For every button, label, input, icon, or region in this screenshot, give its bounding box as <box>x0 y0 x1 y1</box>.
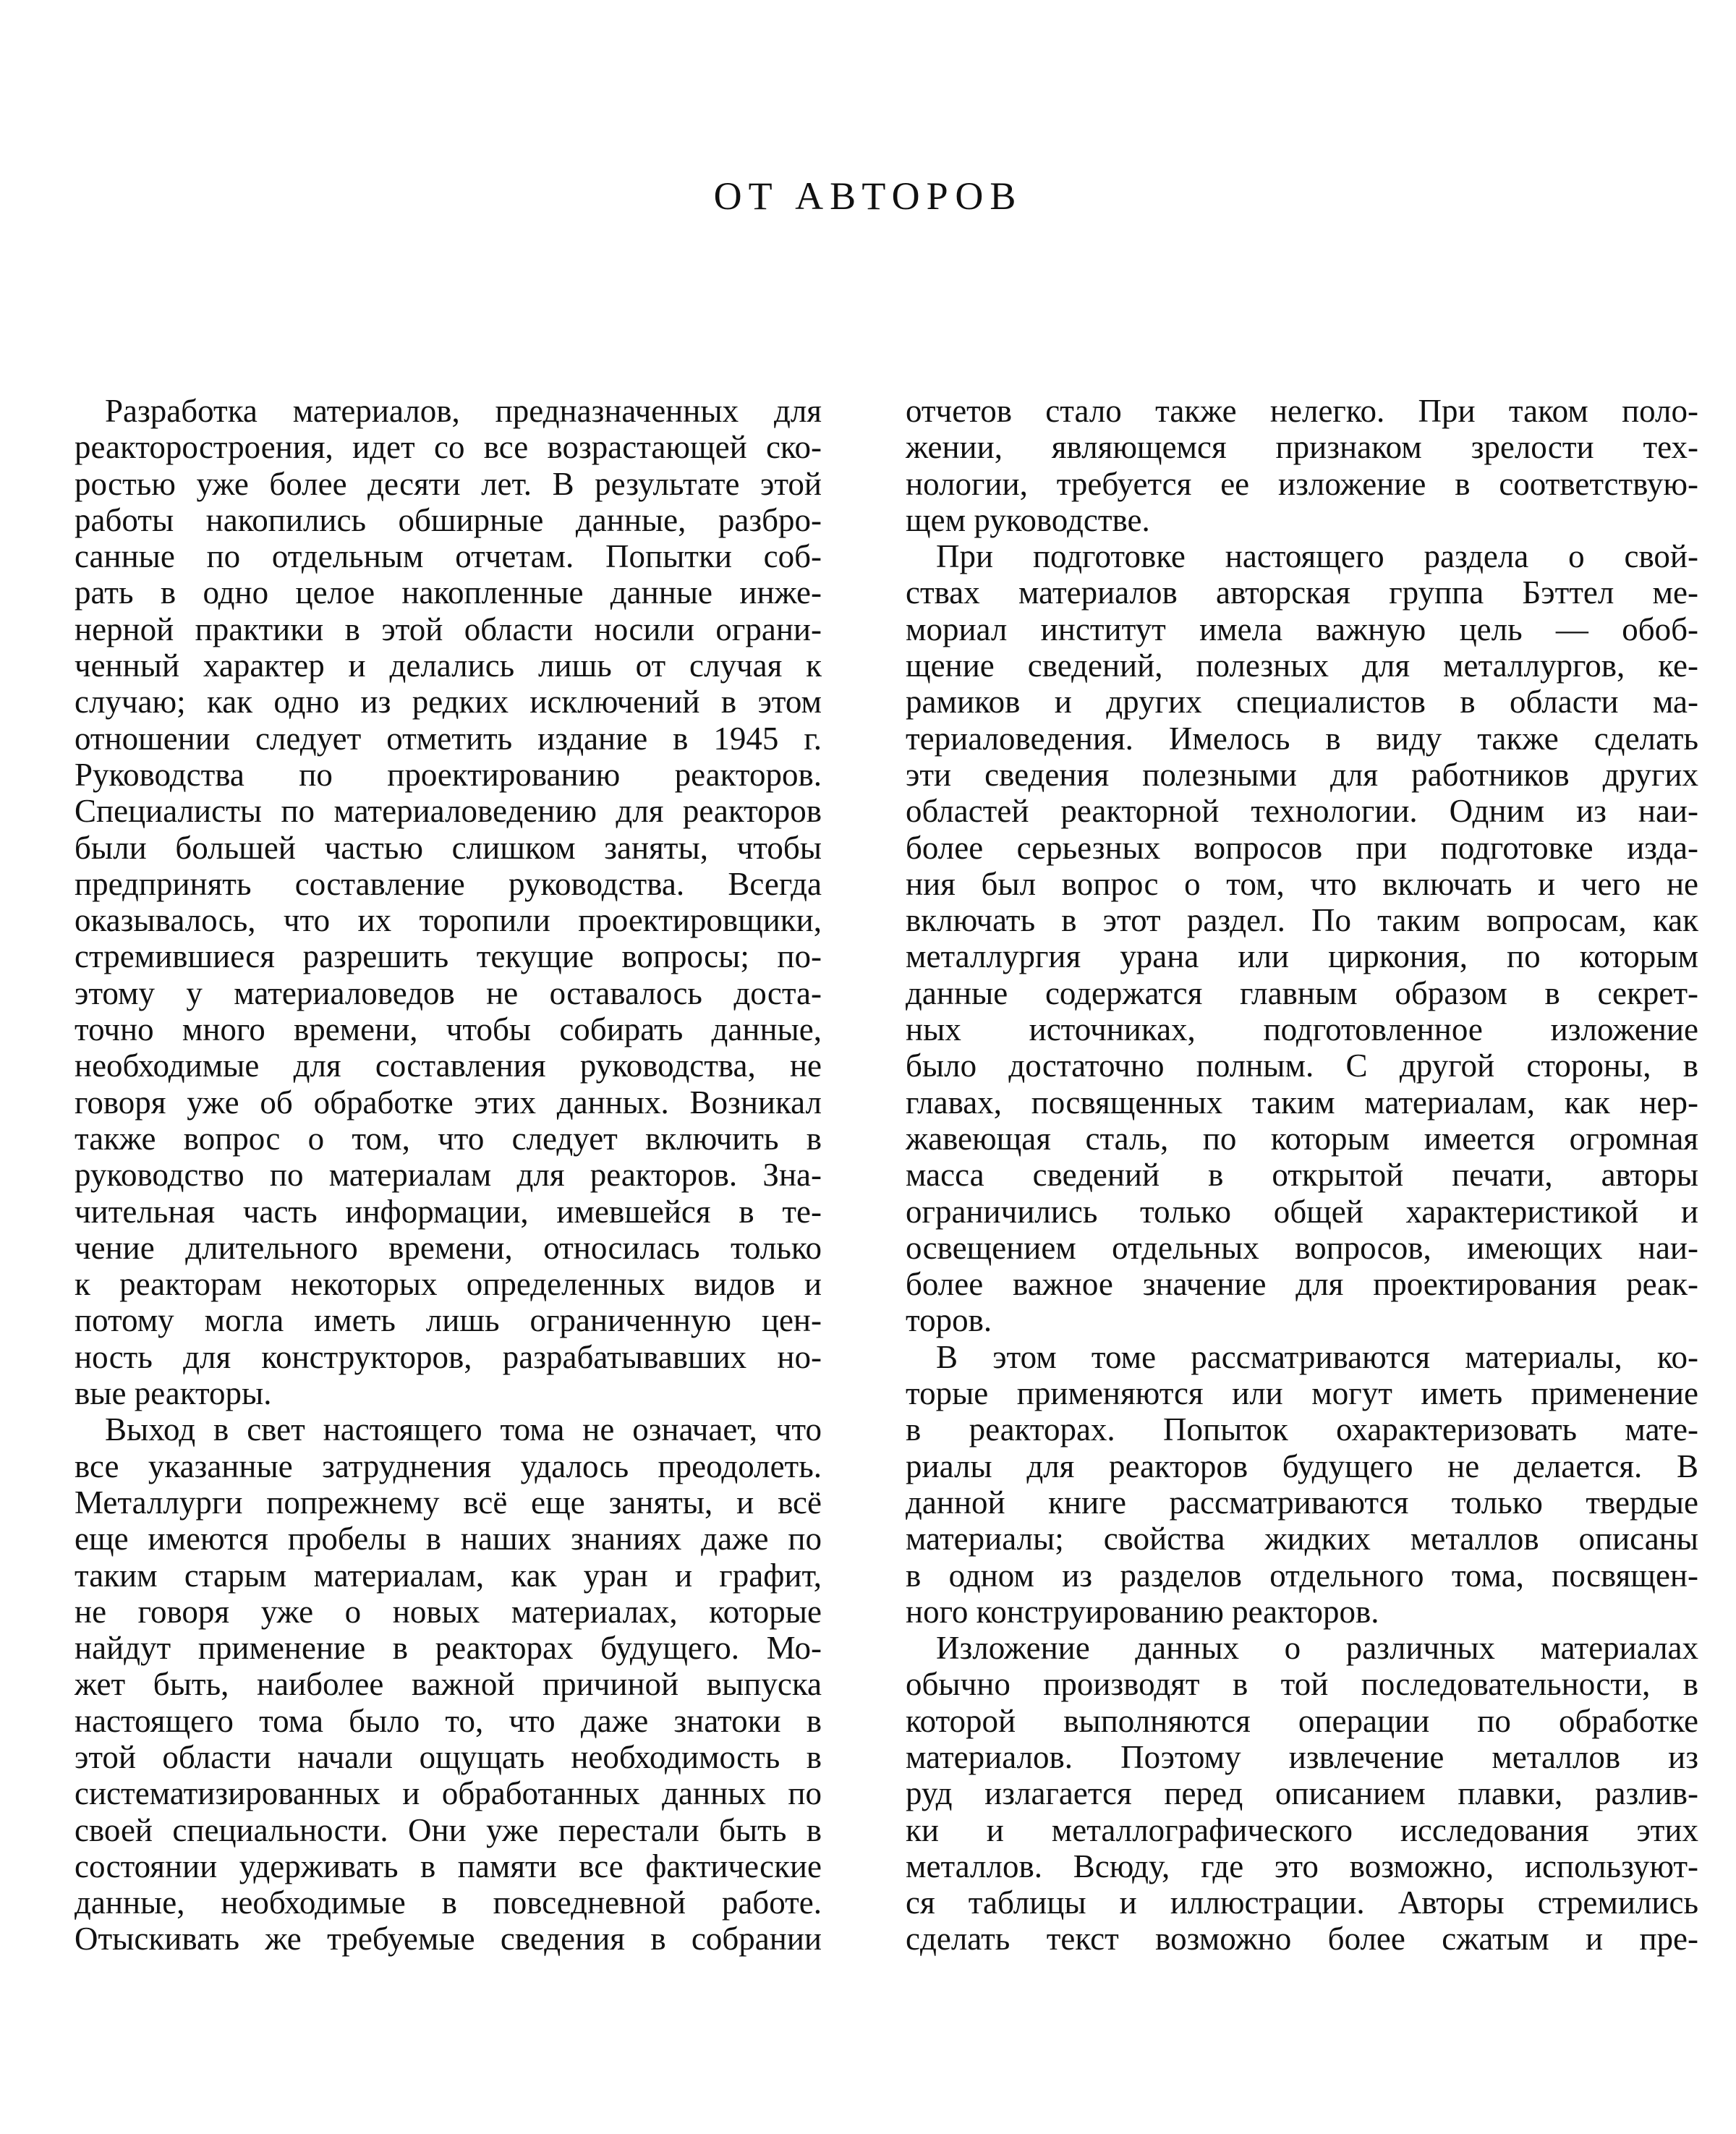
text-line: работы накопились обширные данные, разбро- <box>75 501 822 538</box>
text-line: освещением отдельных вопросов, имеющих наи- <box>906 1229 1698 1266</box>
text-line: масса сведений в открытой печати, авторы <box>906 1157 1698 1194</box>
text-line: материалы; свойства жидких металлов описаны <box>906 1521 1698 1557</box>
paragraph <box>906 1339 1698 1630</box>
text-line: данные содержатся главным образом в секрет- <box>906 974 1698 1011</box>
text-line: случаю; как одно из редких исключений в этом <box>75 684 822 720</box>
text-line: вые реакторы. <box>75 1375 272 1412</box>
text-line: ки и металлографического исследования этих <box>906 1811 1698 1848</box>
text-line: также вопрос о том, что следует включить в <box>75 1120 822 1157</box>
text-line: сделать текст возможно более сжатым и пре- <box>906 1921 1698 1957</box>
text-line: санные по отдельным отчетам. Попытки соб- <box>75 538 822 575</box>
text-line: В этом томе рассматриваются материалы, ко- <box>936 1338 1698 1375</box>
text-line: материалов. Поэтому извлечение металлов из <box>906 1738 1698 1775</box>
text-line: ростью уже более десяти лет. В результате этой <box>75 465 822 502</box>
text-line: При подготовке настоящего раздела о свой- <box>936 538 1698 575</box>
text-line: обычно производят в той последовательности, в <box>906 1666 1698 1703</box>
text-line: было достаточно полным. С другой стороны, в <box>906 1047 1698 1084</box>
text-line: металлов. Всюду, где это возможно, используют- <box>906 1848 1698 1884</box>
text-line: Изложение данных о различных материалах <box>936 1630 1698 1667</box>
text-line: нерной практики в этой области носили ограни- <box>75 611 822 647</box>
text-line: потому могла иметь лишь ограниченную цен- <box>75 1302 822 1339</box>
text-line: найдут применение в реакторах будущего. Мо- <box>75 1630 822 1667</box>
text-line: Металлурги попрежнему всё еще заняты, и всё <box>75 1484 822 1521</box>
text-line: ных источниках, подготовленное изложение <box>906 1011 1698 1048</box>
text-line: точно много времени, чтобы собирать данные, <box>75 1011 822 1048</box>
text-line: данной книге рассматриваются только твердые <box>906 1484 1698 1521</box>
text-line: ствах материалов авторская группа Бэттел ме- <box>906 574 1698 611</box>
text-line: данные, необходимые в повседневной работе. <box>75 1884 822 1921</box>
paragraph <box>906 538 1698 1339</box>
text-line: отчетов стало также нелегко. При таком поло- <box>906 393 1698 429</box>
text-line: более важное значение для проектирования реак- <box>906 1266 1698 1303</box>
text-line: ся таблицы и иллюстрации. Авторы стремились <box>906 1884 1698 1921</box>
text-line: которой выполняются операции по обработке <box>906 1702 1698 1739</box>
text-line: Руководства по проектированию реакторов. <box>75 756 822 793</box>
text-line: включать в этот раздел. По таким вопросам, как <box>906 902 1698 939</box>
text-line: жавеющая сталь, по которым имеется огромная <box>906 1120 1698 1157</box>
text-line: металлургия урана или циркония, по которым <box>906 938 1698 975</box>
text-line: рать в одно целое накопленные данные инже- <box>75 574 822 611</box>
text-line: этой области начали ощущать необходимость в <box>75 1738 822 1775</box>
left-column <box>75 393 822 1957</box>
text-line: к реакторам некоторых определенных видов и <box>75 1266 822 1303</box>
text-line: таким старым материалам, как уран и графит, <box>75 1557 822 1594</box>
text-line: своей специальности. Они уже перестали быть в <box>75 1811 822 1848</box>
text-line: были большей частью слишком заняты, чтобы <box>75 829 822 866</box>
text-line: предпринять составление руководства. Всегда <box>75 865 822 902</box>
text-line: щем руководстве. <box>906 501 1150 538</box>
text-line: ность для конструкторов, разрабатывавших но- <box>75 1338 822 1375</box>
text-line: нологии, требуется ее изложение в соответствую- <box>906 465 1698 502</box>
text-line: не говоря уже о новых материалах, которые <box>75 1593 822 1630</box>
text-line: говоря уже об обработке этих данных. Возникал <box>75 1084 822 1121</box>
text-line: ния был вопрос о том, что включать и чего не <box>906 865 1698 902</box>
text-line: жет быть, наиболее важной причиной выпуска <box>75 1666 822 1703</box>
text-line: рамиков и других специалистов в области ма- <box>906 684 1698 720</box>
text-line: эти сведения полезными для работников других <box>906 756 1698 793</box>
text-line: Выход в свет настоящего тома не означает, что <box>105 1411 822 1448</box>
text-line: в реакторах. Попыток охарактеризовать мате- <box>906 1411 1698 1448</box>
text-line: отношении следует отметить издание в 1945 г. <box>75 720 822 757</box>
text-line: главах, посвященных таким материалам, как нер- <box>906 1084 1698 1121</box>
text-line: более серьезных вопросов при подготовке изда- <box>906 829 1698 866</box>
text-line: руководство по материалам для реакторов. Зна- <box>75 1157 822 1194</box>
text-line: руд излагается перед описанием плавки, разлив- <box>906 1775 1698 1812</box>
text-line: реакторостроения, идет со все возрастающей ско- <box>75 429 822 466</box>
text-line: ченный характер и делались лишь от случая к <box>75 647 822 684</box>
paragraph <box>906 1630 1698 1957</box>
text-line: оказывалось, что их торопили проектировщики, <box>75 902 822 939</box>
text-line: торые применяются или могут иметь применение <box>906 1375 1698 1412</box>
text-line: в одном из разделов отдельного тома, посвящен- <box>906 1557 1698 1594</box>
text-line: териаловедения. Имелось в виду также сделать <box>906 720 1698 757</box>
paragraph <box>75 393 822 1411</box>
text-line: риалы для реакторов будущего не делается. В <box>906 1448 1698 1484</box>
text-line: Разработка материалов, предназначенных для <box>105 393 822 429</box>
paragraph <box>906 393 1698 538</box>
text-line: Специалисты по материаловедению для реакторов <box>75 793 822 830</box>
paragraph <box>75 1411 822 1957</box>
page-title: ОТ АВТОРОВ <box>713 174 1023 218</box>
text-line: чение длительного времени, относилась только <box>75 1229 822 1266</box>
text-line: систематизированных и обработанных данных по <box>75 1775 822 1812</box>
text-line: торов. <box>906 1302 992 1339</box>
text-line: все указанные затруднения удалось преодолеть. <box>75 1448 822 1484</box>
text-line: ного конструированию реакторов. <box>906 1593 1379 1630</box>
text-line: мориал институт имела важную цель — обоб- <box>906 611 1698 647</box>
text-line: чительная часть информации, имевшейся в те- <box>75 1193 822 1230</box>
text-line: щение сведений, полезных для металлургов, ке- <box>906 647 1698 684</box>
text-line: этому у материаловедов не оставалось доста- <box>75 974 822 1011</box>
text-line: состоянии удерживать в памяти все фактические <box>75 1848 822 1884</box>
text-line: областей реакторной технологии. Одним из наи- <box>906 793 1698 830</box>
right-column <box>906 393 1698 1957</box>
text-line: ограничились только общей характеристикой и <box>906 1193 1698 1230</box>
text-line: Отыскивать же требуемые сведения в собрании <box>75 1921 822 1957</box>
text-line: необходимые для составления руководства, не <box>75 1047 822 1084</box>
text-line: еще имеются пробелы в наших знаниях даже по <box>75 1521 822 1557</box>
text-line: жении, являющемся признаком зрелости тех- <box>906 429 1698 466</box>
text-line: стремившиеся разрешить текущие вопросы; по- <box>75 938 822 975</box>
text-line: настоящего тома было то, что даже знатоки в <box>75 1702 822 1739</box>
